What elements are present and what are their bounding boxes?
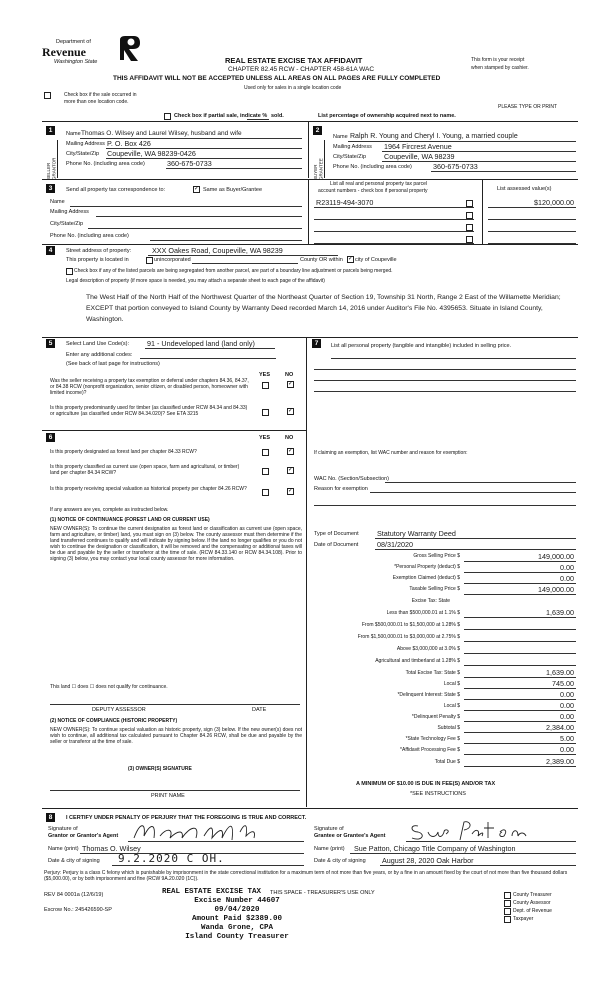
parcel-3-personal-checkbox[interactable] — [466, 224, 473, 231]
tax-row-label: *Affidavit Processing Fee $ — [400, 747, 460, 753]
correspondence-label: Send all property tax correspondence to: — [66, 187, 166, 193]
section-5-badge: 5 — [46, 339, 55, 348]
tax-row-value[interactable]: 0.00 — [560, 574, 574, 583]
partial-sale-checkbox[interactable] — [164, 113, 171, 120]
grantee-date-city[interactable]: August 28, 2020 Oak Harbor — [382, 856, 474, 865]
tax-row-label: Gross Selling Price $ — [413, 553, 460, 559]
s5-q1-no-checkbox[interactable]: ✓ — [288, 381, 294, 387]
copy-dept-revenue-checkbox[interactable] — [504, 908, 511, 915]
tax-row-value[interactable]: 5.00 — [560, 734, 574, 743]
notice2-title: (2) NOTICE OF COMPLIANCE (HISTORIC PROPERTY) — [50, 718, 178, 724]
grantor-print-name[interactable]: Thomas O. Wilsey — [82, 844, 141, 853]
personal-property-line-2[interactable] — [314, 369, 576, 370]
sold-label: sold. — [271, 113, 284, 119]
land-use-label: Select Land Use Code(s): — [66, 341, 129, 347]
grantor-date-city[interactable]: 9.2.2020 C OH. — [118, 852, 225, 865]
tax-row-value[interactable]: 2,389.00 — [546, 757, 574, 766]
enter-additional-label: Enter any additional codes: — [66, 352, 133, 358]
buyer-city[interactable]: Coupeville, WA 98239 — [384, 152, 455, 161]
seller-city[interactable]: Coupeville, WA 98239-0426 — [107, 149, 196, 158]
minimum-fee-note: A MINIMUM OF $10.00 IS DUE IN FEE(S) AND/OR TAX — [356, 781, 496, 787]
s5-q2-yes-checkbox[interactable] — [262, 409, 269, 416]
s6-q1-yes-checkbox[interactable] — [262, 449, 269, 456]
located-in-label: This property is located in — [66, 257, 129, 263]
dept-line1: Department of — [56, 39, 91, 45]
tax-row-label: Total Due $ — [434, 759, 460, 765]
section-3-badge: 3 — [46, 184, 55, 193]
tax-row-value[interactable]: 745.00 — [552, 679, 574, 688]
section-1-badge: 1 — [46, 126, 55, 135]
form-chapter: CHAPTER 82.45 RCW - CHAPTER 458-61A WAC — [228, 66, 375, 73]
notice1-title: (1) NOTICE OF CONTINUANCE (FOREST LAND OR CURRENT USE) — [50, 517, 210, 523]
reason-field[interactable] — [370, 492, 576, 493]
multi-location-line1: Check box if the sale occurred in — [64, 92, 137, 98]
street-label: Street address of property: — [66, 248, 132, 254]
copy-label: Taxpayer — [513, 916, 534, 922]
dept-line3: Washington State — [54, 59, 98, 65]
tax-row-value[interactable]: 0.00 — [560, 563, 574, 572]
s5-q1-yes-checkbox[interactable] — [262, 382, 269, 389]
seller-addr-label: Mailing Address — [66, 141, 105, 147]
tax-row-label: Above $3,000,000 at 3.0% $ — [396, 646, 460, 652]
copy-county-treasurer-checkbox[interactable] — [504, 892, 511, 899]
tax-row-label: Local $ — [443, 703, 460, 709]
additional-codes-field[interactable] — [140, 358, 276, 359]
notice2-text: NEW OWNER(S): To continue special valuation as historic property, sign (3) below. If the new owner(s) does not wish to continue, all additional tax calculated pursuant to Chapter 84.26 RCW, shall be due and payable by the seller or transferor at the time of sale. — [50, 727, 302, 745]
buyer-side-label: BUYER GRANTEE — [313, 158, 324, 180]
segregated-checkbox[interactable] — [66, 268, 73, 275]
wac-no-field[interactable] — [385, 482, 576, 483]
copy-taxpayer-checkbox[interactable] — [504, 916, 511, 923]
tax-row-label: Taxable Selling Price $ — [409, 586, 460, 592]
personal-property-label: List all personal property (tangible and intangible) included in selling price. — [331, 343, 512, 349]
see-back-label: (See back of last page for instructions) — [66, 361, 160, 367]
s6-no-header: NO — [285, 435, 294, 441]
s6-q2-yes-checkbox[interactable] — [262, 468, 269, 475]
tax-row-value[interactable]: 149,000.00 — [538, 585, 574, 594]
buyer-name[interactable]: Ralph R. Young and Cheryl I. Young, a married couple — [350, 133, 518, 140]
dor-emblem-icon — [116, 34, 142, 64]
legal-description[interactable]: The West Half of the North Half of the Northwest Quarter of the Northeast Quarter of Section 19, Township 31 North, Range 2 East of the Willamette Meridian; EXCEPT that portion conveyed to Island County by Warranty Deed recorded March 14, 2016 under Auditor's File No. 4395653. Situate in Island County, Washington. — [86, 294, 561, 323]
seller-city-label: City/State/Zip — [66, 151, 100, 157]
tax-row-label: Subtotal $ — [437, 725, 460, 731]
seller-addr[interactable]: P. O. Box 426 — [107, 139, 151, 148]
doc-date-label: Date of Document — [314, 542, 359, 548]
seller-side-label: SELLER GRANTOR — [46, 157, 57, 180]
see-instructions: *SEE INSTRUCTIONS — [410, 791, 466, 797]
copy-label: Dept. of Revenue — [513, 908, 552, 914]
buyer-addr-label: Mailing Address — [333, 144, 372, 150]
section-7-badge: 7 — [312, 339, 321, 348]
receipt-line2: when stamped by cashier. — [471, 65, 529, 71]
same-as-buyer-label: Same as Buyer/Grantee — [203, 187, 263, 193]
parcel-3-field[interactable] — [314, 231, 474, 232]
tax-row-label: Less than $500,000.01 at 1.1% $ — [386, 610, 460, 616]
tax-row-value[interactable]: 2,384.00 — [546, 723, 574, 732]
city-of-label: city of Coupeville — [355, 257, 397, 263]
certify-statement: I CERTIFY UNDER PENALTY OF PERJURY THAT THE FOREGOING IS TRUE AND CORRECT. — [66, 815, 307, 821]
parcel-2-field[interactable] — [314, 219, 474, 220]
seller-phone[interactable]: 360-675-0733 — [167, 159, 212, 168]
parcel-1-personal-checkbox[interactable] — [466, 200, 473, 207]
multi-location-checkbox[interactable] — [44, 92, 51, 99]
unincorporated-checkbox[interactable] — [146, 257, 153, 264]
print-name-label: PRINT NAME — [151, 793, 185, 799]
doc-type-value[interactable]: Statutory Warranty Deed — [377, 529, 456, 538]
seller-name-label: Name — [66, 131, 81, 137]
section-2-badge: 2 — [313, 126, 322, 135]
corr-name-label: Name — [50, 199, 65, 205]
s5-q2-no-checkbox[interactable]: ✓ — [288, 408, 294, 414]
tax-row-label: Exemption Claimed (deduct) $ — [392, 575, 460, 581]
date-label: DATE — [252, 707, 267, 713]
owner-sig-field[interactable] — [50, 790, 300, 791]
unincorporated-label: unincorporated — [154, 257, 191, 263]
tax-row-value[interactable]: 0.00 — [560, 712, 574, 721]
notice1-text: NEW OWNER(S): To continue the current designation as forest land or classification as current use (open space, farm and agriculture, or timber) land, you must sign on (3) below. The county assessor must then determine if the land transferred continues to qualify and will indicate by signing below. If the land no longer qualifies or you do not wish to continue the designation or classification, it will be removed and the compensating or additional taxes will be due and payable by the seller or transferor at the time of sale. (RCW 84.33.140 or RCW 84.34.108). Prior to signing (3) below, you may contact your local county assessor for more information. — [50, 526, 302, 562]
tax-row-value[interactable]: 0.00 — [560, 701, 574, 710]
grantee-sig-label1: Signature of — [314, 826, 344, 832]
county-or-label: County OR within — [300, 257, 343, 263]
s5-no-header: NO — [285, 372, 294, 378]
personal-property-line-1[interactable] — [331, 358, 576, 359]
tax-row-value[interactable]: 149,000.00 — [538, 552, 574, 561]
buyer-addr[interactable]: 1964 Fircrest Avenue — [384, 142, 452, 151]
s6-q1-no-checkbox[interactable]: ✓ — [288, 448, 294, 454]
please-type: PLEASE TYPE OR PRINT — [498, 104, 558, 110]
grantor-print-label: Name (print) — [48, 846, 79, 852]
tax-row-label: *Personal Property (deduct) $ — [394, 564, 460, 570]
tax-row-label: *Delinquent Penalty $ — [411, 714, 460, 720]
personal-property-line-3[interactable] — [314, 380, 576, 381]
stamp-line: REAL ESTATE EXCISE TAX — [162, 888, 262, 896]
parcel-4-personal-checkbox[interactable] — [466, 236, 473, 243]
partial-sale-pct-field[interactable] — [247, 119, 269, 120]
rev-number: REV 84 0001a (12/6/19) — [44, 892, 104, 898]
tax-row-label: Local $ — [443, 681, 460, 687]
grantee-sig-label2: Grantee or Grantee's Agent — [314, 833, 386, 839]
corr-name-field[interactable] — [70, 206, 302, 207]
tax-row-label: Agricultural and timberland at 1.28% $ — [375, 658, 460, 664]
reason-label: Reason for exemption — [314, 486, 368, 492]
corr-addr-field[interactable] — [96, 216, 302, 217]
s6-question-2: Is this property classified as current use (open space, farm and agricultural, or timber) land per chapter 84.34 RCW? — [50, 464, 240, 476]
buyer-phone-label: Phone No. (including area code) — [333, 164, 412, 170]
s6-question-1: Is this property designated as forest land per chapter 84.33 RCW? — [50, 449, 197, 455]
escrow-number: Escrow No.: 245426590-SP — [44, 907, 112, 913]
s6-q3-yes-checkbox[interactable] — [262, 489, 269, 496]
personal-property-line-4[interactable] — [314, 391, 576, 392]
parcel-2-personal-checkbox[interactable] — [466, 212, 473, 219]
tax-row-label: *State Technology Fee $ — [405, 736, 460, 742]
seller-name[interactable]: Thomas O. Wilsey and Laurel Wilsey, husband and wife — [81, 130, 242, 137]
section-6-badge: 6 — [46, 433, 55, 442]
seller-phone-label: Phone No. (including area code) — [66, 161, 145, 167]
qualify-line: This land ☐ does ☐ does not qualify for continuance. — [50, 684, 168, 690]
corr-city-field[interactable] — [88, 228, 302, 229]
owner-sig-label: (3) OWNER(S) SIGNATURE — [128, 766, 192, 772]
corr-city-label: City/State/Zip — [50, 221, 84, 227]
form-warning: THIS AFFIDAVIT WILL NOT BE ACCEPTED UNLESS ALL AREAS ON ALL PAGES ARE FULLY COMPLETED — [113, 75, 441, 82]
tax-row-label: From $1,500,000.01 to $3,000,000 at 2.75% $ — [357, 634, 460, 640]
grantor-sig-label1: Signature of — [48, 826, 78, 832]
street-address[interactable]: XXX Oakes Road, Coupeville, WA 98239 — [152, 246, 283, 255]
parcel-number[interactable]: R23119-494-3070 — [316, 198, 374, 207]
tax-row-value[interactable]: 0.00 — [560, 690, 574, 699]
perjury-statement: Perjury: Perjury is a class C felony which is punishable by imprisonment in the state correctional institution for a maximum term of not more than five years, or by a fine in an amount fixed by the court of not more than five thousand dollars ($5,000.00), or by both imprisonment and fine (RCW 9A.20.020 (1C)). — [44, 870, 568, 882]
assessed-value[interactable]: $120,000.00 — [534, 198, 574, 207]
tax-row-label: From $500,000.01 to $1,500,000 at 1.28% $ — [361, 622, 460, 628]
stamp-line: Excise Number 44607 — [194, 897, 280, 905]
pct-ownership-label: List percentage of ownership acquired next to name. — [318, 113, 456, 119]
corr-phone-field[interactable] — [150, 240, 302, 241]
legal-label: Legal description of property (if more space is needed, you may attach a separate sheet to each page of the affidavit) — [66, 278, 325, 284]
doc-date-value[interactable]: 08/31/2020 — [377, 540, 413, 549]
parcel-header-line2: account numbers - check box if personal property — [318, 188, 428, 194]
treasurer-stamp — [162, 888, 312, 942]
dept-line2: Revenue — [42, 45, 86, 59]
tax-row-value[interactable]: 1,639.00 — [546, 668, 574, 677]
doc-type-label: Type of Document — [314, 531, 359, 537]
tax-row-value[interactable]: 1,639.00 — [546, 608, 574, 617]
grantee-date-label: Date & city of signing — [314, 858, 366, 864]
s6-question-3: Is this property receiving special valuation as historical property per chapter 84.26 RCW? — [50, 486, 247, 492]
grantee-print-name[interactable]: Sue Patton, Chicago Title Company of Washington — [354, 844, 516, 853]
stamp-line: Amount Paid $2389.00 — [191, 915, 282, 923]
stamp-line: Wanda Grone, CPA — [200, 924, 273, 932]
wac-no-label: WAC No. (Section/Subsection) — [314, 476, 389, 482]
grantee-print-label: Name (print) — [314, 846, 345, 852]
copy-label: County Treasurer — [513, 892, 552, 898]
corr-addr-label: Mailing Address — [50, 209, 89, 215]
copy-county-assessor-checkbox[interactable] — [504, 900, 511, 907]
same-as-buyer-checkbox[interactable]: ✓ — [194, 186, 200, 192]
section-4-badge: 4 — [46, 246, 55, 255]
dor-logo — [42, 34, 152, 70]
form-subnote: Used only for sales in a single location code — [244, 85, 342, 91]
city-of-checkbox[interactable]: ✓ — [348, 256, 354, 262]
partial-sale-label: Check box if partial sale, indicate % — [174, 113, 268, 119]
assessed-header: List assessed value(s) — [497, 186, 552, 192]
grantor-date-label: Date & city of signing — [48, 858, 100, 864]
grantor-sig-label2: Grantor or Grantor's Agent — [48, 833, 119, 839]
corr-phone-label: Phone No. (including area code) — [50, 233, 129, 239]
buyer-city-label: City/State/Zip — [333, 154, 367, 160]
tax-row-label: *Delinquent Interest: State $ — [397, 692, 460, 698]
s6-if-yes: If any answers are yes, complete as instructed below. — [50, 507, 169, 513]
parcel-header-line1: List all real and personal property tax parcel — [330, 181, 427, 187]
multi-location-line2: more than one location code. — [64, 99, 129, 105]
receipt-line1: This form is your receipt — [471, 57, 525, 63]
s5-question-1: Was the seller receiving a property tax exemption or deferral under chapters 84.36, 84.37, or 84.38 RCW (nonprofit organization, senior citizen, or disabled person, homeowner with limited income)? — [50, 378, 249, 396]
s5-question-2: Is this property predominantly used for timber (as classified under RCW 84.34 and 84.33) or agriculture (as classified under RCW 84.34.020)? See ETA 3215 — [50, 405, 248, 417]
stamp-line: 09/04/2020 — [214, 906, 260, 914]
stamp-line: Island County Treasurer — [185, 933, 289, 941]
deputy-assessor-sig-field[interactable] — [50, 704, 300, 705]
treasurer-use-label: THIS SPACE - TREASURER'S USE ONLY — [270, 890, 375, 896]
tax-row-label: Total Excise Tax: State $ — [405, 670, 460, 676]
deputy-assessor-label: DEPUTY ASSESSOR — [92, 707, 146, 713]
buyer-phone[interactable]: 360-675-0733 — [433, 162, 478, 171]
tax-row-value[interactable]: 0.00 — [560, 745, 574, 754]
s6-q2-no-checkbox[interactable]: ✓ — [288, 467, 294, 473]
copy-label: County Assessor — [513, 900, 551, 906]
s6-q3-no-checkbox[interactable]: ✓ — [288, 488, 294, 494]
wac-claim-label: If claiming an exemption, list WAC number and reason for exemption: — [314, 450, 468, 456]
land-use-value[interactable]: 91 - Undeveloped land (land only) — [147, 339, 255, 348]
section-8-badge: 8 — [46, 813, 55, 822]
segregated-label: Check box if any of the listed parcels are being segregated from another parcel, are part of a boundary line adjustment or parcels being merged. — [74, 268, 393, 274]
buyer-name-label: Name — [333, 134, 348, 140]
form-title: REAL ESTATE EXCISE TAX AFFIDAVIT — [225, 56, 363, 65]
tax-row-label: Excise Tax: State — [411, 598, 450, 604]
s5-yes-header: YES — [259, 372, 271, 378]
s6-yes-header: YES — [259, 435, 271, 441]
